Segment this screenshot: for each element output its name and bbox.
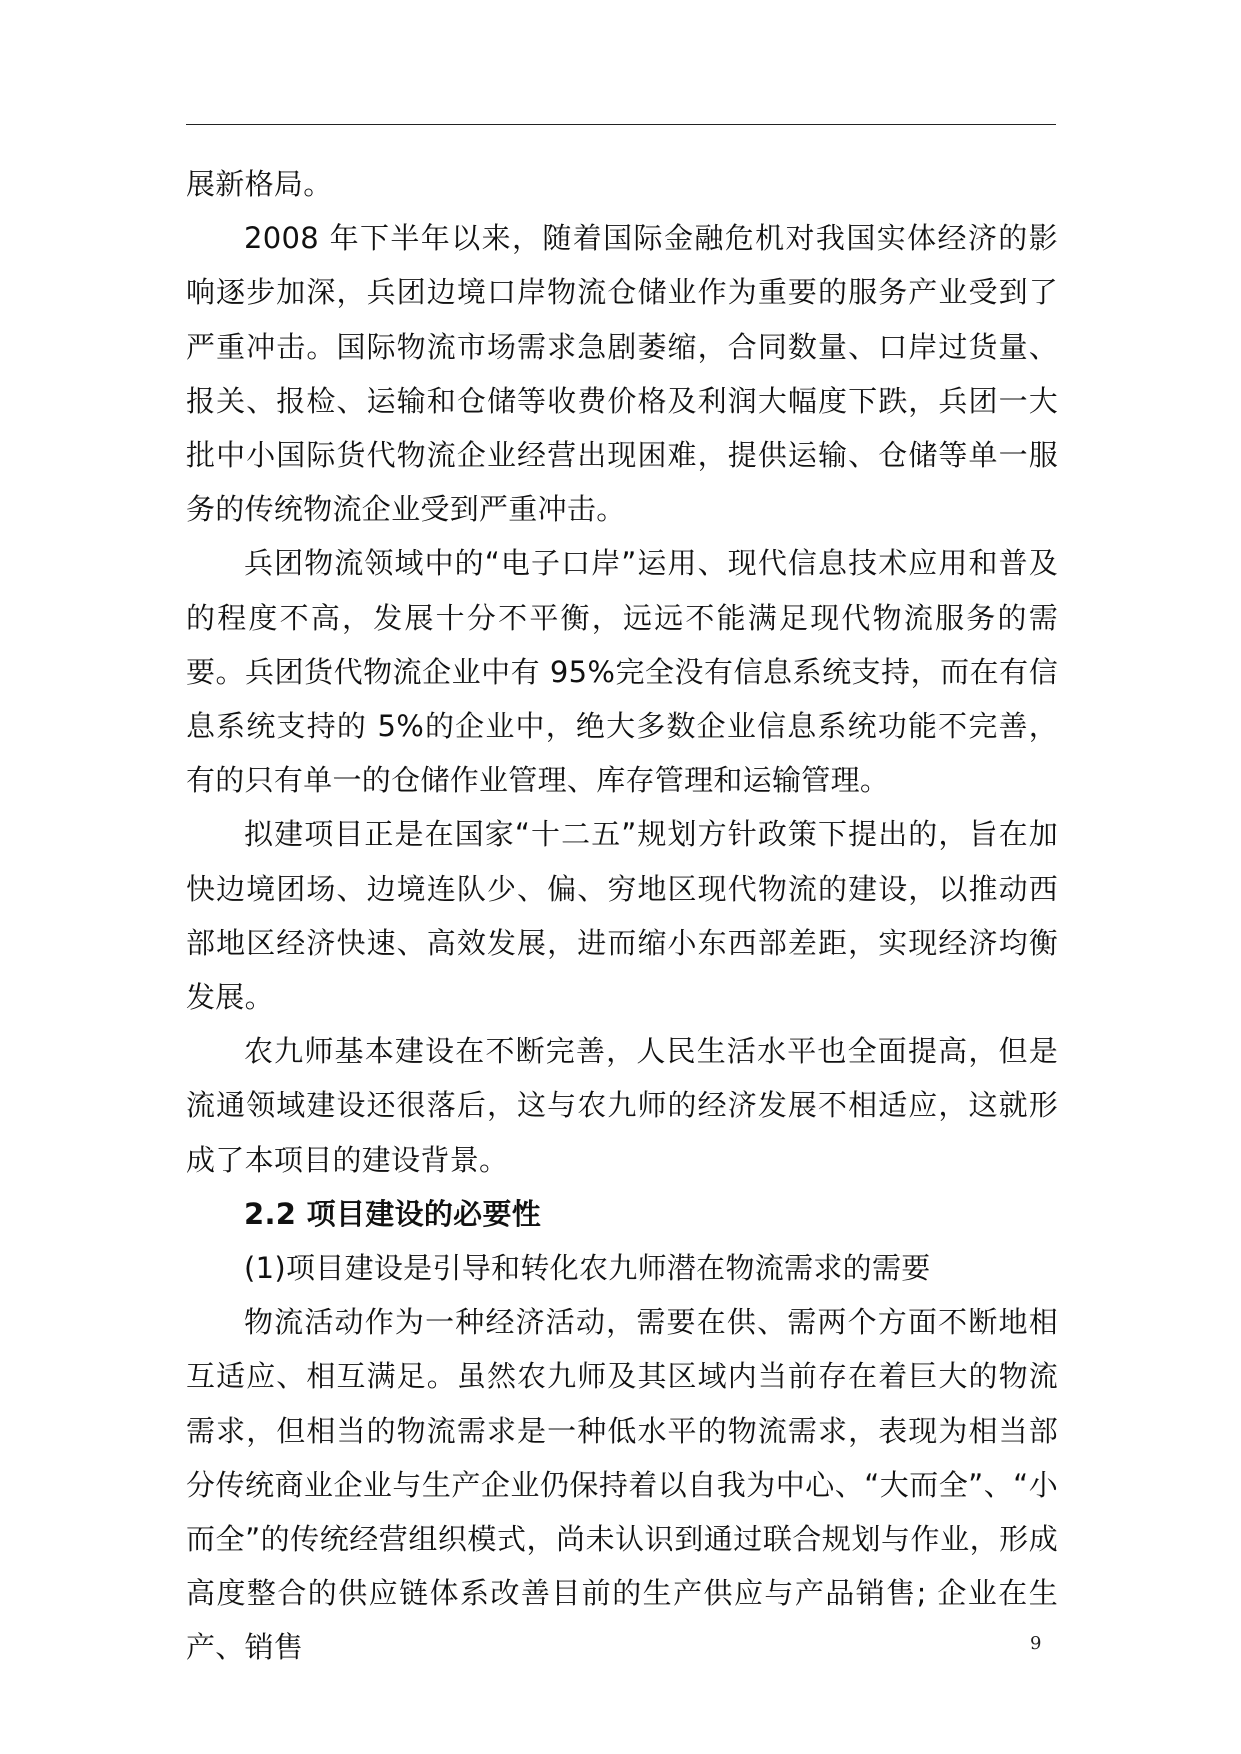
- header-rule: [186, 124, 1056, 125]
- paragraph: 农九师基本建设在不断完善，人民生活水平也全面提高，但是流通领域建设还很落后，这与农九师的经济发展不相适应，这就形成了本项目的建设背景。: [186, 1034, 1058, 1177]
- paragraph: 物流活动作为一种经济活动，需要在供、需两个方面不断地相互适应、相互满足。虽然农九师及其区域内当前存在着巨大的物流需求，但相当的物流需求是一种低水平的物流需求，表现为相当部分传统商业企业与生产企业仍保持着以自我为中心、“大而全”、“小而全”的传统经营组织模式，尚未认识到通过联合规划与作业，形成高度整合的供应链体系改善目前的生产供应与产品销售; 企业在生产、销售: [186, 1305, 1058, 1665]
- paragraph: 拟建项目正是在国家“十二五”规划方针政策下提出的，旨在加快边境团场、边境连队少、偏、穷地区现代物流的建设，以推动西部地区经济快速、高效发展，进而缩小东西部差距，实现经济均衡发展。: [186, 817, 1058, 1015]
- paragraph: 兵团物流领域中的“电子口岸”运用、现代信息技术应用和普及的程度不高，发展十分不平衡，远远不能满足现代物流服务的需要。兵团货代物流企业中有 95%完全没有信息系统支持，而在有信息系统支持的 5%的企业中，绝大多数企业信息系统功能不完善， 有的只有单一的仓储作业管理、库存管理和运输管理。: [186, 546, 1058, 798]
- page-number: 9: [1030, 1633, 1042, 1654]
- section-heading: 2.2 项目建设的必要性: [244, 1196, 542, 1231]
- paragraph: 2008 年下半年以来，随着国际金融危机对我国实体经济的影响逐步加深，兵团边境口岸物流仓储业作为重要的服务产业受到了严重冲击。国际物流市场需求急剧萎缩，合同数量、口岸过货量、报关、报检、运输和仓储等收费价格及利润大幅度下跌，兵团一大批中小国际货代物流企业经营出现困难，提供运输、仓储等单一服务的传统物流企业受到严重冲击。: [186, 221, 1058, 527]
- paragraph: 展新格局。: [186, 167, 333, 201]
- subsection-title: (1)项目建设是引导和转化农九师潜在物流需求的需要: [244, 1251, 931, 1286]
- body-text: [186, 157, 1058, 1675]
